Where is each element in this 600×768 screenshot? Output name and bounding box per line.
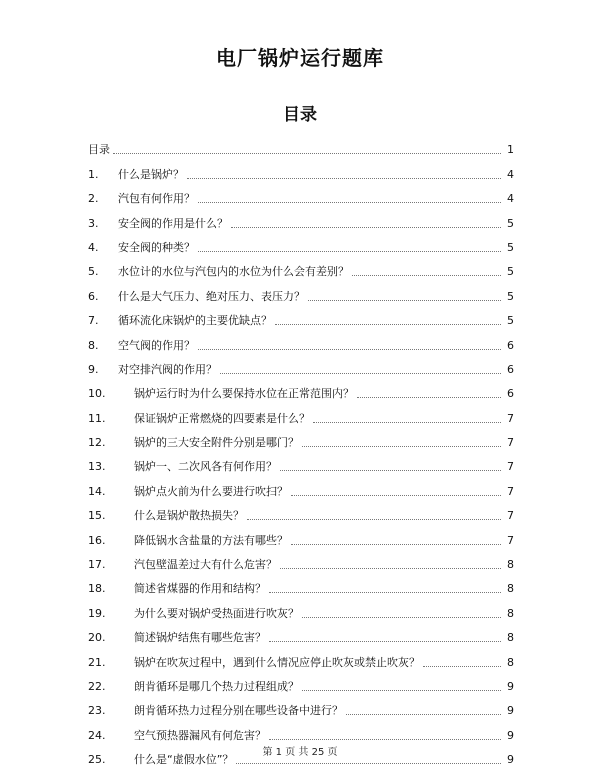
toc-entry-page: 4	[507, 192, 514, 206]
toc-dot-leader	[357, 396, 501, 398]
toc-entry-page: 5	[507, 289, 514, 303]
toc-entry-title: 安全阀的作用是什么？	[118, 216, 228, 230]
toc-entry[interactable]	[88, 401, 514, 425]
toc-dot-leader	[423, 665, 501, 667]
toc-entry-page: 8	[507, 631, 514, 645]
toc-entry-number: 12.	[88, 436, 106, 450]
toc-entry-number: 15.	[88, 509, 106, 523]
toc-entry-number: 9.	[88, 362, 99, 376]
toc-dot-leader	[275, 323, 501, 325]
document-title: 电厂锅炉运行题库	[216, 46, 384, 70]
toc-entry-number: 23.	[88, 704, 106, 718]
toc-dot-leader	[346, 713, 501, 715]
toc-entry[interactable]	[88, 645, 514, 669]
toc-entry-page: 5	[507, 216, 514, 230]
toc-dot-leader	[231, 226, 501, 228]
toc-entry-page: 4	[507, 167, 514, 181]
toc-entry-number: 5.	[88, 265, 99, 279]
toc-entry-number: 7.	[88, 314, 99, 328]
toc-entry-number: 3.	[88, 216, 99, 230]
toc-entry-title: 什么是“虚假水位”？	[134, 753, 234, 767]
toc-dot-leader	[302, 689, 501, 691]
toc-dot-leader	[220, 372, 501, 374]
toc-entry-number: 4.	[88, 240, 99, 254]
toc-entry-title: 锅炉点火前为什么要进行吹扫？	[134, 484, 288, 498]
toc-entry-number: 11.	[88, 411, 106, 425]
toc-entry[interactable]	[88, 670, 514, 694]
toc-entry[interactable]	[88, 133, 514, 157]
toc-entry-page: 5	[507, 240, 514, 254]
toc-dot-leader	[291, 494, 501, 496]
toc-entry-page: 9	[507, 704, 514, 718]
toc-dot-leader	[247, 518, 501, 520]
table-of-contents	[88, 133, 514, 767]
toc-entry-title: 降低锅水含盐量的方法有哪些？	[134, 533, 288, 547]
toc-entry[interactable]	[88, 694, 514, 718]
toc-entry-page: 5	[507, 265, 514, 279]
toc-entry[interactable]	[88, 377, 514, 401]
toc-entry[interactable]	[88, 499, 514, 523]
toc-entry[interactable]	[88, 231, 514, 255]
toc-entry[interactable]	[88, 426, 514, 450]
toc-entry-page: 9	[507, 728, 514, 742]
toc-entry-title: 锅炉一、二次风各有何作用？	[134, 460, 277, 474]
toc-entry-number: 17.	[88, 558, 106, 572]
toc-entry[interactable]	[88, 182, 514, 206]
toc-entry-page: 8	[507, 582, 514, 596]
toc-entry-number: 22.	[88, 679, 106, 693]
toc-entry-number: 1.	[88, 167, 99, 181]
toc-entry-page: 8	[507, 558, 514, 572]
toc-entry-title: 对空排汽阀的作用？	[118, 362, 217, 376]
toc-entry-title: 汽包有何作用？	[118, 192, 195, 206]
toc-entry[interactable]	[88, 328, 514, 352]
toc-entry-title: 什么是大气压力、绝对压力、表压力？	[118, 289, 305, 303]
toc-dot-leader	[198, 250, 501, 252]
toc-dot-leader	[187, 177, 501, 179]
toc-dot-leader	[198, 201, 501, 203]
toc-entry-page: 8	[507, 606, 514, 620]
toc-entry-page: 6	[507, 362, 514, 376]
toc-dot-leader	[280, 469, 501, 471]
toc-entry-title: 锅炉在吹灰过程中，遇到什么情况应停止吹灰或禁止吹灰？	[134, 655, 420, 669]
toc-entry-page: 6	[507, 387, 514, 401]
toc-entry-number: 10.	[88, 387, 106, 401]
toc-entry-page: 7	[507, 484, 514, 498]
toc-entry[interactable]	[88, 621, 514, 645]
toc-entry[interactable]	[88, 572, 514, 596]
toc-entry[interactable]	[88, 474, 514, 498]
toc-entry-page: 8	[507, 655, 514, 669]
toc-entry-page: 5	[507, 314, 514, 328]
toc-entry[interactable]	[88, 304, 514, 328]
toc-entry-title: 循环流化床锅炉的主要优缺点？	[118, 314, 272, 328]
toc-entry-number: 13.	[88, 460, 106, 474]
toc-dot-leader	[313, 421, 501, 423]
toc-entry-number: 19.	[88, 606, 106, 620]
toc-entry-title: 目录	[88, 143, 110, 157]
toc-heading: 目录	[283, 105, 317, 125]
toc-entry-page: 7	[507, 509, 514, 523]
toc-entry[interactable]	[88, 279, 514, 303]
toc-entry-title: 锅炉运行时为什么要保持水位在正常范围内？	[134, 387, 354, 401]
toc-dot-leader	[236, 762, 501, 764]
toc-entry-number: 25.	[88, 753, 106, 767]
toc-entry-number: 18.	[88, 582, 106, 596]
toc-entry-title: 简述省煤器的作用和结构？	[134, 582, 266, 596]
toc-entry-number: 16.	[88, 533, 106, 547]
toc-entry[interactable]	[88, 450, 514, 474]
toc-entry-title: 朗肯循环热力过程分别在哪些设备中进行？	[134, 704, 343, 718]
toc-entry-title: 锅炉的三大安全附件分别是哪门？	[134, 436, 299, 450]
toc-dot-leader	[113, 152, 501, 154]
toc-entry[interactable]	[88, 523, 514, 547]
toc-dot-leader	[308, 299, 501, 301]
toc-entry-page: 1	[507, 143, 514, 157]
toc-dot-leader	[302, 616, 501, 618]
toc-entry-page: 7	[507, 460, 514, 474]
toc-entry-number: 24.	[88, 728, 106, 742]
page-footer: 第 1 页 共 25 页	[262, 747, 338, 758]
toc-entry-number: 21.	[88, 655, 106, 669]
toc-entry-title: 什么是锅炉散热损失？	[134, 509, 244, 523]
toc-entry[interactable]	[88, 596, 514, 620]
toc-entry[interactable]	[88, 353, 514, 377]
toc-dot-leader	[269, 640, 501, 642]
toc-entry-title: 为什么要对锅炉受热面进行吹灰？	[134, 606, 299, 620]
toc-entry[interactable]	[88, 718, 514, 742]
toc-dot-leader	[280, 567, 501, 569]
toc-entry-page: 7	[507, 436, 514, 450]
toc-entry-title: 空气预热器漏风有何危害？	[134, 728, 266, 742]
toc-dot-leader	[269, 591, 501, 593]
toc-entry-page: 7	[507, 411, 514, 425]
toc-entry-page: 6	[507, 338, 514, 352]
toc-dot-leader	[302, 445, 501, 447]
toc-entry-title: 什么是锅炉？	[118, 167, 184, 181]
toc-dot-leader	[269, 738, 501, 740]
toc-entry-title: 安全阀的种类？	[118, 240, 195, 254]
toc-entry-page: 7	[507, 533, 514, 547]
toc-entry-number: 14.	[88, 484, 106, 498]
toc-entry-number: 8.	[88, 338, 99, 352]
toc-entry[interactable]	[88, 157, 514, 181]
toc-entry-number: 2.	[88, 192, 99, 206]
toc-dot-leader	[198, 348, 501, 350]
toc-entry[interactable]	[88, 548, 514, 572]
toc-entry-title: 空气阀的作用？	[118, 338, 195, 352]
toc-entry[interactable]	[88, 206, 514, 230]
toc-entry-title: 保证锅炉正常燃烧的四要素是什么？	[134, 411, 310, 425]
toc-entry-title: 水位计的水位与汽包内的水位为什么会有差别？	[118, 265, 349, 279]
toc-dot-leader	[291, 543, 501, 545]
toc-entry[interactable]	[88, 255, 514, 279]
toc-entry-title: 汽包壁温差过大有什么危害？	[134, 558, 277, 572]
toc-entry-title: 简述锅炉结焦有哪些危害？	[134, 631, 266, 645]
toc-entry-number: 6.	[88, 289, 99, 303]
toc-entry-title: 朗肯循环是哪几个热力过程组成？	[134, 679, 299, 693]
toc-entry-page: 9	[507, 753, 514, 767]
toc-dot-leader	[352, 274, 501, 276]
toc-entry-page: 9	[507, 679, 514, 693]
toc-entry-number: 20.	[88, 631, 106, 645]
